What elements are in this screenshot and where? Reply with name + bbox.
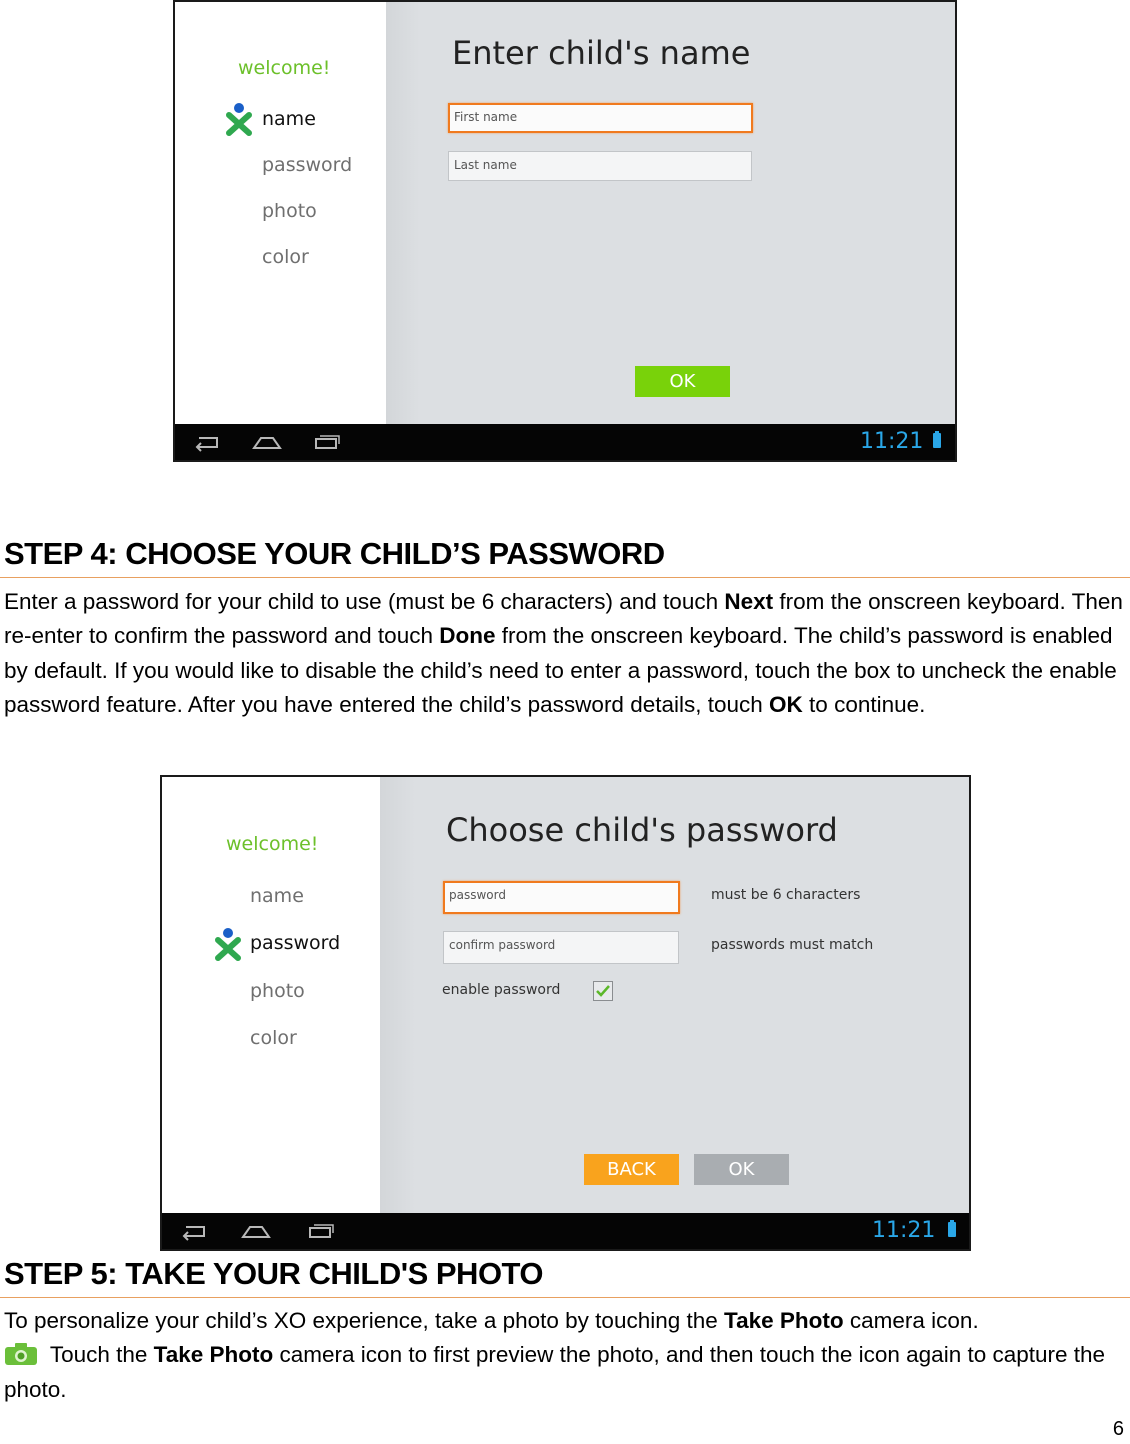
- android-navbar: [175, 424, 955, 460]
- screenshot-enter-child-name: [173, 0, 957, 462]
- step5-paragraph: To personalize your child’s XO experience, take a photo by touching the Take Photo camera icon. Touch the Take Photo camera icon to first preview the photo, and then touch the icon again to capture the photo.: [4, 1308, 1106, 1402]
- battery-icon: [948, 1222, 956, 1237]
- camera-icon: [4, 1343, 38, 1365]
- step5-heading: STEP 5: TAKE YOUR CHILD'S PHOTO: [4, 1256, 544, 1291]
- first-name-input[interactable]: First name: [448, 103, 753, 133]
- checkmark-icon: [594, 982, 612, 1000]
- page-number: 6: [1112, 1418, 1124, 1440]
- nav-item-color[interactable]: color: [262, 246, 309, 268]
- recent-apps-icon[interactable]: [313, 432, 341, 452]
- android-navbar: [162, 1213, 969, 1249]
- back-button[interactable]: BACK: [584, 1154, 679, 1185]
- step4-paragraph: Enter a password for your child to use (must be 6 characters) and touch Next from the onscreen keyboard. Then re-enter to confirm the password and touch Done from the onscreen keyboard. The child’s password is enabled by default. If you would like to disable the child’s need to enter a password, touch the box to uncheck the enable password feature. After you have entered the child’s password details, touch OK to continue.: [4, 589, 1123, 718]
- nav-item-password[interactable]: password: [262, 154, 353, 176]
- confirm-password-hint: passwords must match: [711, 937, 874, 953]
- setup-main: [380, 777, 969, 1213]
- screenshot-choose-child-password: [160, 775, 971, 1251]
- nav-item-photo[interactable]: photo: [250, 980, 305, 1002]
- ok-button[interactable]: OK: [635, 366, 730, 397]
- screen-title: Choose child's password: [446, 811, 838, 849]
- step4-heading: STEP 4: CHOOSE YOUR CHILD’S PASSWORD: [4, 536, 665, 571]
- home-icon[interactable]: [241, 1221, 271, 1241]
- enable-password-label: enable password: [442, 982, 561, 998]
- setup-sidebar: [162, 777, 380, 1213]
- back-icon[interactable]: [180, 1221, 208, 1241]
- home-icon[interactable]: [252, 432, 282, 452]
- screen-title: Enter child's name: [452, 34, 751, 72]
- clock: 11:21: [872, 1218, 936, 1243]
- xo-logo-icon: [214, 927, 242, 961]
- enable-password-checkbox[interactable]: [593, 981, 613, 1001]
- setup-main: [386, 2, 955, 424]
- heading-rule: [0, 1297, 1130, 1298]
- clock: 11:21: [860, 429, 924, 454]
- confirm-password-input[interactable]: confirm password: [443, 931, 679, 964]
- heading-rule: [0, 577, 1130, 578]
- welcome-label: welcome!: [226, 833, 319, 855]
- password-hint: must be 6 characters: [711, 887, 861, 903]
- ok-button[interactable]: OK: [694, 1154, 789, 1185]
- recent-apps-icon[interactable]: [307, 1221, 335, 1241]
- nav-item-photo[interactable]: photo: [262, 200, 317, 222]
- battery-icon: [933, 433, 941, 448]
- xo-logo-icon: [225, 102, 253, 136]
- nav-item-color[interactable]: color: [250, 1027, 297, 1049]
- setup-sidebar: [175, 2, 386, 424]
- nav-item-name[interactable]: name: [250, 885, 304, 907]
- nav-item-name[interactable]: name: [262, 108, 316, 130]
- welcome-label: welcome!: [238, 57, 331, 79]
- back-icon[interactable]: [193, 432, 221, 452]
- password-input[interactable]: password: [443, 881, 680, 914]
- nav-item-password[interactable]: password: [250, 932, 341, 954]
- last-name-input[interactable]: Last name: [448, 151, 752, 181]
